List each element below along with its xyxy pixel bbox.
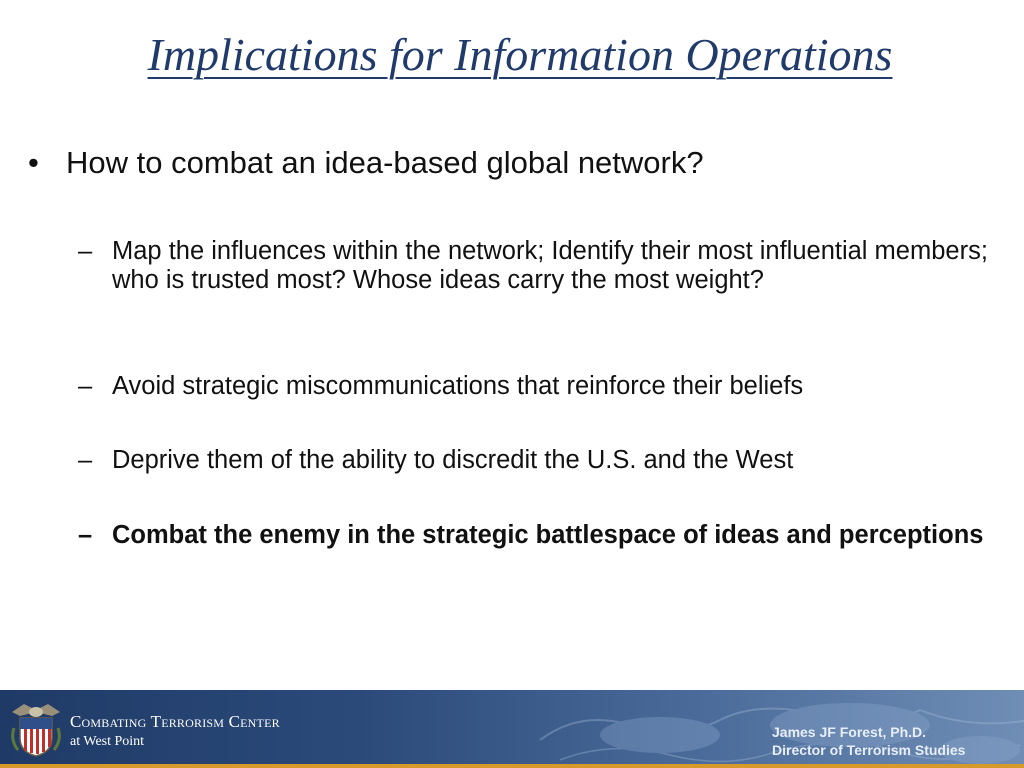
dash-marker: –	[78, 237, 93, 265]
sub-bullet-text: Deprive them of the ability to discredit the U.S. and the West	[112, 446, 794, 474]
bullet-dot: •	[28, 145, 39, 180]
org-subtitle: at West Point	[70, 734, 145, 749]
main-bullet-text: How to combat an idea-based global network?	[66, 145, 704, 180]
sub-bullet-text: Avoid strategic miscommunications that reinforce their beliefs	[112, 372, 804, 400]
dash-marker: –	[78, 372, 93, 400]
footer-accent-stripe	[0, 764, 1024, 768]
author-title: Director of Terrorism Studies	[772, 742, 966, 758]
footer-band	[0, 690, 1024, 768]
sub-bullet-text: Map the influences within the network; Identify their most influential members; who is trusted most? Whose ideas carry the most weight?	[112, 237, 988, 294]
author-block	[772, 723, 1012, 759]
slide-title: Implications for Information Operations	[147, 29, 893, 80]
dash-marker: –	[78, 446, 93, 474]
dash-marker: –	[78, 521, 93, 549]
author-name: James JF Forest, Ph.D.	[772, 724, 927, 740]
org-name: Combating Terrorism Center	[70, 712, 280, 731]
sub-bullet-text: Combat the enemy in the strategic battlespace of ideas and perceptions	[112, 521, 984, 549]
west-point-crest-icon	[8, 698, 64, 758]
